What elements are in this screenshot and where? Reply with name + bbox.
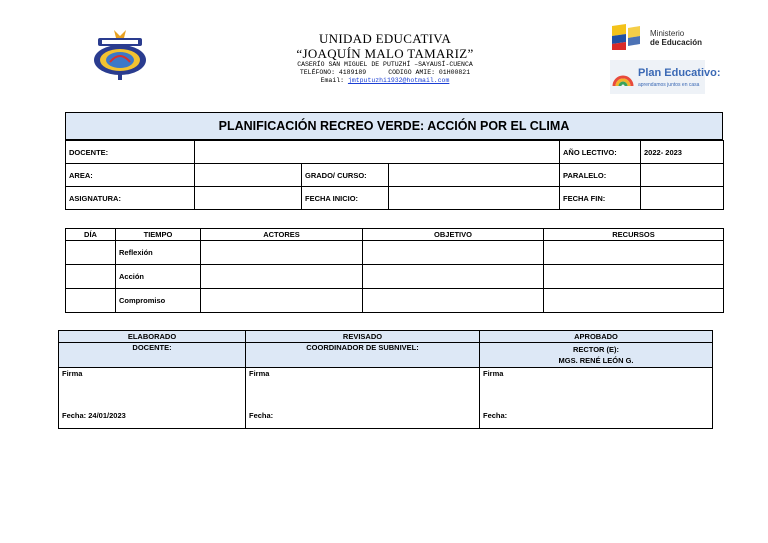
table-row bbox=[66, 289, 724, 313]
fecha-label: Fecha: bbox=[483, 411, 508, 420]
school-subname: “JOAQUÍN MALO TAMARIZ” bbox=[296, 46, 474, 61]
signature-row bbox=[59, 368, 713, 429]
recursos-cell[interactable] bbox=[544, 265, 724, 289]
grado-label: GRADO/ CURSO: bbox=[302, 164, 389, 187]
aprobado-header: APROBADO bbox=[480, 331, 713, 343]
recursos-cell[interactable] bbox=[544, 289, 724, 313]
fecha-elaborado: Fecha: 24/01/2023 bbox=[62, 411, 126, 420]
objetivo-cell[interactable] bbox=[363, 265, 544, 289]
dia-cell[interactable] bbox=[66, 289, 116, 313]
revisado-signature-cell[interactable] bbox=[246, 368, 480, 429]
contact-row bbox=[230, 69, 540, 77]
table-row bbox=[66, 241, 724, 265]
approval-header-row bbox=[59, 331, 713, 343]
email-row bbox=[230, 77, 540, 85]
email-label: Email: bbox=[320, 77, 345, 84]
tiempo-reflexion: Reflexión bbox=[116, 241, 201, 265]
school-address: CASERÍO SAN MIGUEL DE PUTUZHÍ –SAYAUSÍ-CUENCA bbox=[297, 61, 473, 68]
asignatura-label: ASIGNATURA: bbox=[66, 187, 195, 210]
area-label: AREA: bbox=[66, 164, 195, 187]
table-row bbox=[66, 187, 724, 210]
coordinador-role: COORDINADOR DE SUBNIVEL: bbox=[246, 343, 480, 368]
docente-label: DOCENTE: bbox=[66, 141, 195, 164]
paralelo-label: PARALELO: bbox=[560, 164, 641, 187]
fecha-fin-field[interactable] bbox=[641, 187, 724, 210]
asignatura-field[interactable] bbox=[195, 187, 302, 210]
elaborado-signature-cell[interactable] bbox=[59, 368, 246, 429]
ministry-line1: Ministerio bbox=[650, 29, 685, 38]
ecuador-flag-icon bbox=[612, 24, 648, 50]
dia-cell[interactable] bbox=[66, 265, 116, 289]
elaborado-header: ELABORADO bbox=[59, 331, 246, 343]
info-table bbox=[65, 140, 724, 210]
table-row bbox=[66, 164, 724, 187]
rector-role-cell bbox=[480, 343, 713, 368]
actores-cell[interactable] bbox=[201, 289, 363, 313]
rector-role: RECTOR (E): bbox=[572, 345, 620, 354]
anio-lectivo-value: 2022- 2023 bbox=[641, 141, 724, 164]
rainbow-icon bbox=[612, 66, 634, 88]
dia-cell[interactable] bbox=[66, 241, 116, 265]
tiempo-compromiso: Compromiso bbox=[116, 289, 201, 313]
plan-title: Plan Educativo: bbox=[638, 67, 721, 79]
firma-label: Firma bbox=[483, 369, 504, 378]
revisado-header: REVISADO bbox=[246, 331, 480, 343]
col-header-tiempo: TIEMPO bbox=[116, 229, 201, 241]
email-link[interactable]: jmtputuzhi1932@hotmail.com bbox=[347, 77, 450, 84]
actores-cell[interactable] bbox=[201, 265, 363, 289]
form-title: PLANIFICACIÓN RECREO VERDE: ACCIÓN POR EL CLIMA bbox=[65, 112, 723, 140]
area-field[interactable] bbox=[195, 164, 302, 187]
col-header-recursos: RECURSOS bbox=[544, 229, 724, 241]
table-row bbox=[66, 141, 724, 164]
actores-cell[interactable] bbox=[201, 241, 363, 265]
objetivo-cell[interactable] bbox=[363, 289, 544, 313]
school-header bbox=[230, 32, 540, 85]
rector-name: MGS. RENÉ LEÓN G. bbox=[558, 356, 634, 365]
school-name: UNIDAD EDUCATIVA bbox=[318, 31, 452, 46]
fecha-inicio-label: FECHA INICIO: bbox=[302, 187, 389, 210]
firma-label: Firma bbox=[62, 369, 83, 378]
ministry-line2: de Educación bbox=[650, 38, 703, 47]
docente-role: DOCENTE: bbox=[59, 343, 246, 368]
grado-field[interactable] bbox=[389, 164, 560, 187]
fecha-fin-label: FECHA FIN: bbox=[560, 187, 641, 210]
ministry-logo bbox=[612, 24, 722, 52]
firma-label: Firma bbox=[249, 369, 270, 378]
fecha-inicio-field[interactable] bbox=[389, 187, 560, 210]
objetivo-cell[interactable] bbox=[363, 241, 544, 265]
fecha-label: Fecha: bbox=[249, 411, 274, 420]
activities-table bbox=[65, 228, 724, 313]
approval-role-row bbox=[59, 343, 713, 368]
plan-subtitle: aprendamos juntos en casa bbox=[638, 82, 700, 88]
anio-lectivo-label: AÑO LECTIVO: bbox=[560, 141, 641, 164]
approval-table bbox=[58, 330, 713, 429]
docente-field[interactable] bbox=[195, 141, 560, 164]
activities-header-row bbox=[66, 229, 724, 241]
school-phone: TELÉFONO: 4189189 bbox=[299, 69, 367, 76]
aprobado-signature-cell[interactable] bbox=[480, 368, 713, 429]
tiempo-accion: Acción bbox=[116, 265, 201, 289]
amie-code: CODIGO AMIE: 01H00821 bbox=[388, 69, 471, 76]
paralelo-field[interactable] bbox=[641, 164, 724, 187]
col-header-actores: ACTORES bbox=[201, 229, 363, 241]
school-logo bbox=[88, 28, 152, 84]
col-header-objetivo: OBJETIVO bbox=[363, 229, 544, 241]
plan-educativo-logo bbox=[610, 60, 721, 94]
recursos-cell[interactable] bbox=[544, 241, 724, 265]
col-header-dia: DÍA bbox=[66, 229, 116, 241]
table-row bbox=[66, 265, 724, 289]
